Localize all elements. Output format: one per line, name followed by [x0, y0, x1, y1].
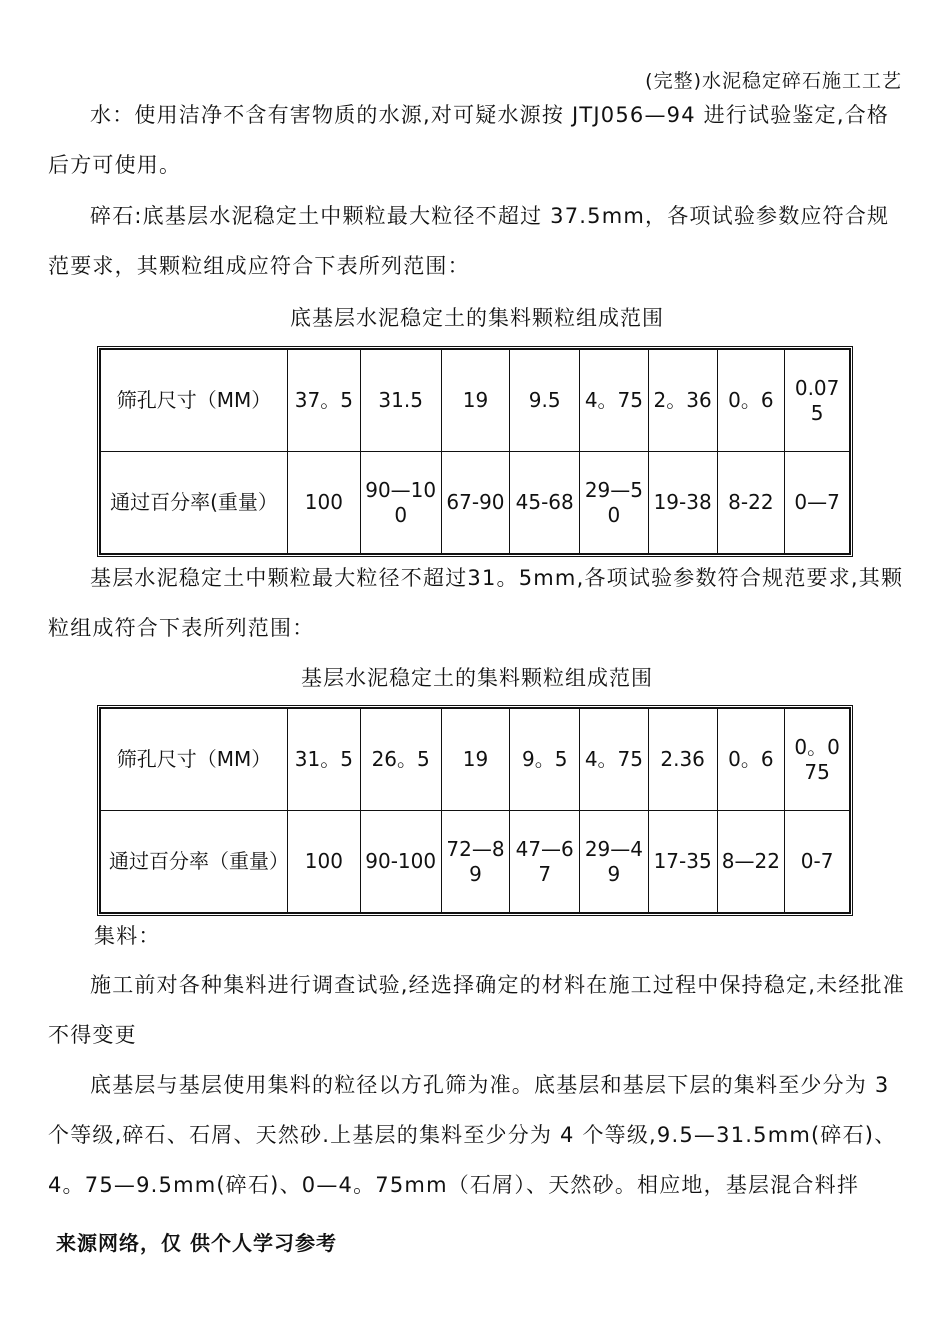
- table1-caption: 底基层水泥稳定土的集料颗粒组成范围: [290, 306, 664, 330]
- paragraph-aggregate-testing: [48, 960, 906, 1060]
- table1: [97, 346, 853, 557]
- table2-cell: 2.36: [648, 709, 717, 811]
- table2-cell: 8—22: [717, 811, 785, 913]
- table2-cell: 4。75: [580, 709, 649, 811]
- table2-caption: 基层水泥稳定土的集料颗粒组成范围: [301, 666, 653, 690]
- table2-cell: 19: [441, 709, 510, 811]
- table1-label-passing: 通过百分率(重量）: [101, 452, 288, 554]
- table1-cell: 0—7: [785, 452, 850, 554]
- table1-cell: 37。5: [287, 350, 360, 452]
- table1-cell: 45-68: [510, 452, 580, 554]
- table2-cell: 17-35: [648, 811, 717, 913]
- table1-cell: 19-38: [648, 452, 717, 554]
- table2-row-passing: [101, 811, 850, 913]
- table2-cell: 9。5: [510, 709, 580, 811]
- paragraph-gravel-text: 碎石:底基层水泥稳定土中颗粒最大粒径不超过 37.5mm，各项试验参数应符合规范要求，其颗粒组成应符合下表所列范围：: [48, 204, 890, 278]
- table2-cell: 31。5: [287, 709, 360, 811]
- paragraph-base-layer: [48, 553, 906, 653]
- table2-cell: 0-7: [785, 811, 850, 913]
- table1-row-passing: [101, 452, 850, 554]
- table1-cell: 67-90: [441, 452, 510, 554]
- paragraph-aggregate-grading-text: 底基层与基层使用集料的粒径以方孔筛为准。底基层和基层下层的集料至少分为 3 个等级,碎石、石屑、天然砂.上基层的集料至少分为 4 个等级,9.5—31.5mm(碎石)、4。75—9.5mm(碎石)、0—4。75mm（石屑）、天然砂。相应地，基层混合料拌: [48, 1073, 897, 1197]
- table1-label-sieve: 筛孔尺寸（MM）: [101, 350, 288, 452]
- table1-cell: 9.5: [510, 350, 580, 452]
- table2-cell: 26。5: [360, 709, 441, 811]
- paragraph-aggregate-grading: [48, 1060, 906, 1210]
- table2-row-sieve: [101, 709, 850, 811]
- table1-cell: 4。75: [580, 350, 649, 452]
- footer-note: 来源网络，仅 供个人学习参考: [56, 1231, 337, 1255]
- table1-cell: 8-22: [717, 452, 785, 554]
- paragraph-gravel: [48, 191, 906, 291]
- table2-cell: 0。075: [785, 709, 850, 811]
- table1-cell: 0.075: [785, 350, 850, 452]
- table1-cell: 2。36: [648, 350, 717, 452]
- table1-cell: 31.5: [360, 350, 441, 452]
- table1-cell: 19: [441, 350, 510, 452]
- paragraph-base-layer-text: 基层水泥稳定土中颗粒最大粒径不超过31。5mm,各项试验参数符合规范要求,其颗粒组成符合下表所列范围：: [48, 566, 904, 640]
- table1-cell: 0。6: [717, 350, 785, 452]
- table2-label-sieve: 筛孔尺寸（MM）: [101, 709, 288, 811]
- paragraph-aggregate-testing-text: 施工前对各种集料进行调查试验,经选择确定的材料在施工过程中保持稳定,未经批准不得变更: [48, 973, 905, 1047]
- table2-cell: 100: [287, 811, 360, 913]
- table2: [97, 705, 853, 916]
- table1-cell: 100: [287, 452, 360, 554]
- paragraph-water-text: 水：使用洁净不含有害物质的水源,对可疑水源按 JTJ056—94 进行试验鉴定,合格后方可使用。: [48, 103, 890, 177]
- table2-cell: 90-100: [360, 811, 441, 913]
- table2-cell: 0。6: [717, 709, 785, 811]
- document-title: (完整)水泥稳定碎石施工工艺: [645, 70, 902, 92]
- table2-cell: 29—49: [580, 811, 649, 913]
- table1-row-sieve: [101, 350, 850, 452]
- table1-cell: 29—50: [580, 452, 649, 554]
- table2-cell: 47—67: [510, 811, 580, 913]
- paragraph-water: [48, 90, 906, 190]
- table1-cell: 90—100: [360, 452, 441, 554]
- paragraph-aggregate-heading: [48, 911, 906, 961]
- table2-label-passing: 通过百分率（重量）: [101, 811, 288, 913]
- paragraph-aggregate-heading-text: 集料：: [94, 924, 161, 948]
- table2-cell: 72—89: [441, 811, 510, 913]
